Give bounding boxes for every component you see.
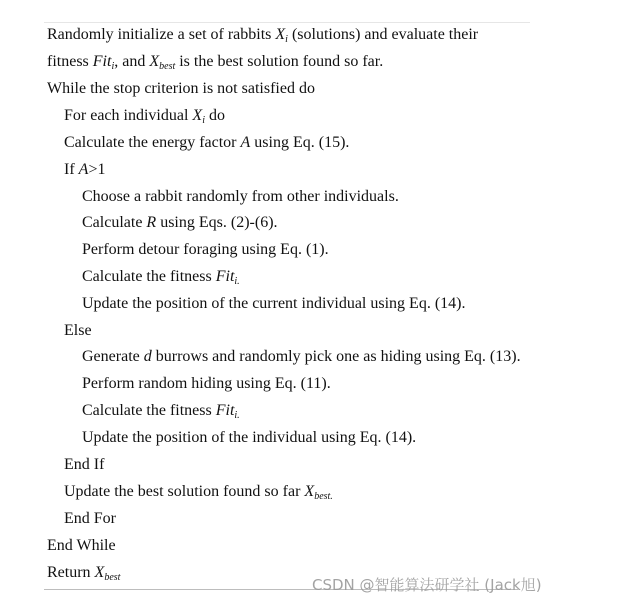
line-text: Generate <box>82 348 144 365</box>
line-update-best <box>64 482 333 502</box>
math-variable: X <box>149 53 160 70</box>
line-text: fitness <box>47 53 93 70</box>
line-text: End If <box>64 456 105 473</box>
math-variable: X <box>304 483 315 500</box>
math-subscript: i. <box>234 410 240 421</box>
line-text: End For <box>64 510 116 527</box>
line-text: Perform random hiding using Eq. (11). <box>82 375 331 392</box>
line-text: using Eqs. (2)-(6). <box>156 214 278 231</box>
line-for <box>64 106 225 126</box>
math-subscript: i <box>111 61 115 72</box>
math-subscript: best <box>159 61 176 72</box>
math-variable: d <box>143 348 152 365</box>
line-text: Randomly initialize a set of rabbits <box>47 26 276 43</box>
line-hiding <box>82 374 331 394</box>
line-text: Update the position of the current individual using Eq. (14). <box>82 295 466 312</box>
math-variable: A <box>240 134 251 151</box>
line-text: using Eq. (15). <box>250 134 350 151</box>
line-else <box>64 321 92 341</box>
math-subscript: best <box>104 572 121 583</box>
line-text: Calculate the fitness <box>82 402 216 419</box>
line-text: While the stop criterion is not satisfied do <box>47 80 315 97</box>
line-return <box>47 563 120 583</box>
line-endwhile <box>47 536 116 556</box>
line-text: (solutions) and evaluate their <box>287 26 479 43</box>
math-subscript: i. <box>234 276 240 287</box>
math-subscript: i <box>202 115 205 126</box>
line-text: do <box>204 107 225 124</box>
math-variable: Fit <box>215 268 235 285</box>
line-calc-r <box>82 213 278 233</box>
line-text: Update the best solution found so far <box>64 483 305 500</box>
math-variable: X <box>192 107 203 124</box>
line-text: is the best solution found so far. <box>175 53 384 70</box>
line-text: Return <box>47 564 95 581</box>
line-detour <box>82 240 329 260</box>
line-endfor <box>64 509 116 529</box>
line-text: Else <box>64 322 92 339</box>
line-burrows <box>82 347 521 367</box>
line-text: Calculate the fitness <box>82 268 216 285</box>
line-text: Perform detour foraging using Eq. (1). <box>82 241 329 258</box>
line-fit-1 <box>82 267 240 287</box>
line-init-1 <box>47 25 478 45</box>
line-text: Update the position of the individual using Eq. (14). <box>82 429 417 446</box>
line-text: Calculate the energy factor <box>64 134 241 151</box>
csdn-watermark: CSDN @智能算法研学社 (Jack旭) <box>312 576 542 594</box>
math-variable: X <box>275 26 286 43</box>
line-text: For each individual <box>64 107 193 124</box>
math-subscript: i <box>285 34 288 45</box>
math-variable: Fit <box>215 402 235 419</box>
line-while <box>47 79 315 99</box>
math-variable: A <box>78 161 89 178</box>
line-text: , and <box>114 53 150 70</box>
math-variable: X <box>94 564 105 581</box>
line-text: >1 <box>88 161 106 178</box>
line-calc-a <box>64 133 349 153</box>
line-text: Choose a rabbit randomly from other individuals. <box>82 188 399 205</box>
top-rule <box>44 22 530 23</box>
line-text: burrows and randomly pick one as hiding using Eq. (13). <box>151 348 521 365</box>
line-text: If <box>64 161 79 178</box>
math-variable: Fit <box>92 53 112 70</box>
line-choose <box>82 187 399 207</box>
line-if <box>64 160 105 180</box>
line-text: Calculate <box>82 214 147 231</box>
line-init-2 <box>47 52 383 72</box>
line-update-1 <box>82 294 465 314</box>
line-fit-2 <box>82 401 240 421</box>
math-variable: R <box>146 214 157 231</box>
math-subscript: best. <box>314 491 333 502</box>
line-text: End While <box>47 537 116 554</box>
line-endif <box>64 455 104 475</box>
line-update-2 <box>82 428 416 448</box>
